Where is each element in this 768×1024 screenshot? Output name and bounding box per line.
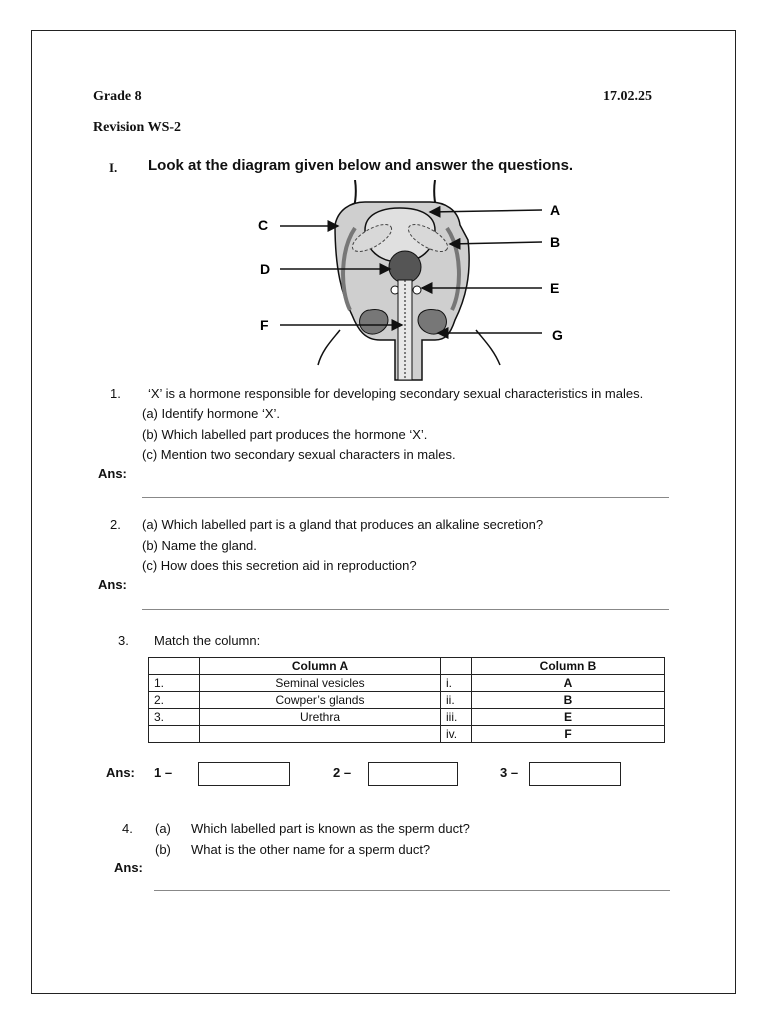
section-heading: Look at the diagram given below and answer the questions. — [148, 157, 574, 174]
column-b-cell: F — [472, 726, 665, 743]
table-row — [149, 675, 665, 692]
table-row — [149, 726, 665, 743]
q4-ans-label: Ans: — [114, 860, 143, 875]
table-row — [149, 709, 665, 726]
q3-ans-1-label: 1 – — [154, 765, 173, 780]
q2-ans-label: Ans: — [98, 577, 127, 592]
date-label: 17.02.25 — [603, 89, 652, 104]
label-e: E — [550, 280, 560, 296]
row-num — [149, 726, 200, 743]
row-roman: iii. — [441, 709, 472, 726]
q4-part-b-text: What is the other name for a sperm duct? — [191, 842, 431, 857]
column-a-cell: Seminal vesicles — [200, 675, 441, 692]
q3-number: 3. — [118, 633, 129, 648]
header-column-b: Column B — [472, 658, 665, 675]
q1-part-a: (a) Identify hormone ‘X’. — [142, 406, 281, 421]
q2-part-c: (c) How does this secretion aid in reproduction? — [142, 558, 417, 573]
q4-part-b-tag: (b) — [155, 842, 171, 857]
header-cell — [149, 658, 200, 675]
section-numeral: I. — [109, 160, 118, 175]
q4-number: 4. — [122, 821, 133, 836]
q3-ans-2-label: 2 – — [333, 765, 352, 780]
q2-part-b: (b) Name the gland. — [142, 538, 257, 553]
row-roman: ii. — [441, 692, 472, 709]
row-roman: i. — [441, 675, 472, 692]
grade-label: Grade 8 — [93, 89, 142, 104]
label-a: A — [550, 202, 561, 218]
q1-part-b: (b) Which labelled part produces the hormone ‘X’. — [142, 427, 428, 442]
q4-part-a-text: Which labelled part is known as the sperm duct? — [191, 821, 470, 836]
column-b-cell: B — [472, 692, 665, 709]
label-f: F — [260, 317, 269, 333]
q1-ans-label: Ans: — [98, 466, 127, 481]
label-b: B — [550, 234, 561, 250]
column-b-cell: A — [472, 675, 665, 692]
row-roman: iv. — [441, 726, 472, 743]
column-a-cell: Urethra — [200, 709, 441, 726]
q4-answer-line[interactable] — [154, 890, 670, 891]
q1-answer-line[interactable] — [142, 497, 669, 498]
q1-stem: ‘X’ is a hormone responsible for developing secondary sexual characteristics in males. — [148, 386, 644, 401]
column-a-cell: Cowper’s glands — [200, 692, 441, 709]
q2-answer-line[interactable] — [142, 609, 669, 610]
q1-part-c: (c) Mention two secondary sexual characters in males. — [142, 447, 456, 462]
q3-answer-box-1[interactable] — [198, 762, 290, 786]
worksheet-title: Revision WS-2 — [93, 120, 182, 135]
q3-answer-box-2[interactable] — [368, 762, 458, 786]
q4-part-a-tag: (a) — [155, 821, 171, 836]
q3-answer-box-3[interactable] — [529, 762, 621, 786]
label-c: C — [258, 217, 269, 233]
label-d: D — [260, 261, 271, 277]
column-a-cell — [200, 726, 441, 743]
q1-number: 1. — [110, 386, 121, 401]
match-table — [148, 657, 665, 743]
q3-stem: Match the column: — [154, 633, 261, 648]
q2-number: 2. — [110, 517, 121, 532]
row-num: 3. — [149, 709, 200, 726]
q3-ans-3-label: 3 – — [500, 765, 519, 780]
header-cell — [441, 658, 472, 675]
header-column-a: Column A — [200, 658, 441, 675]
match-table-header — [149, 658, 665, 675]
q2-part-a: (a) Which labelled part is a gland that produces an alkaline secretion? — [142, 517, 544, 532]
label-g: G — [552, 327, 563, 343]
reproductive-system-diagram — [240, 180, 580, 385]
q3-ans-label: Ans: — [106, 765, 135, 780]
row-num: 1. — [149, 675, 200, 692]
column-b-cell: E — [472, 709, 665, 726]
table-row — [149, 692, 665, 709]
row-num: 2. — [149, 692, 200, 709]
